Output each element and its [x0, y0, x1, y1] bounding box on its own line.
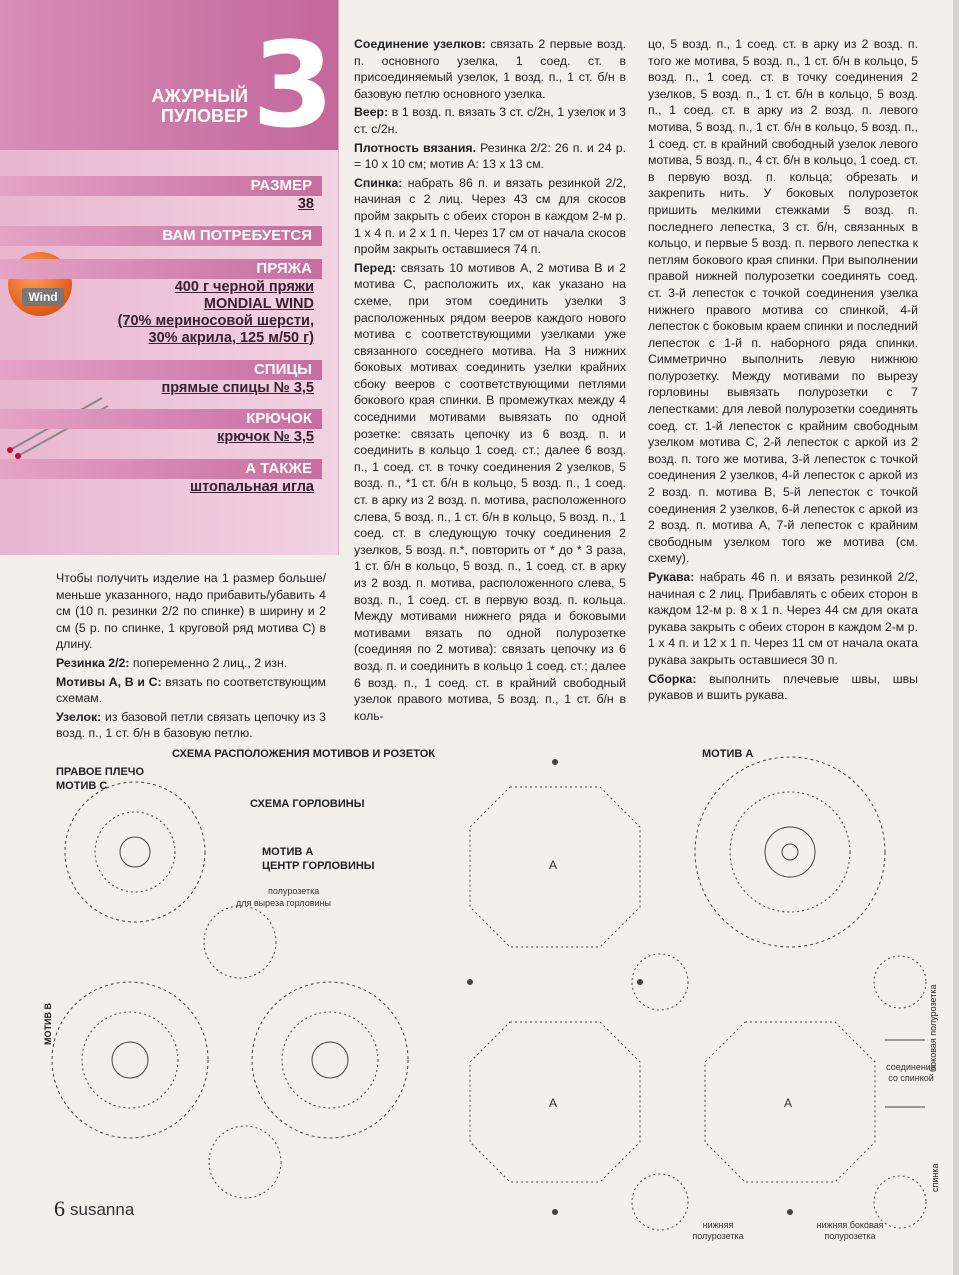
size-value: 38 [297, 196, 314, 212]
motif-a-center-label: МОТИВ А [262, 846, 314, 858]
size-label: РАЗМЕР [0, 176, 322, 196]
neck-scheme-label: СХЕМА ГОРЛОВИНЫ [250, 798, 365, 810]
page-title: АЖУРНЫЙ ПУЛОВЕР [151, 86, 248, 126]
hook-label: КРЮЧОК [0, 409, 322, 429]
hook-value: крючок № 3,5 [217, 429, 314, 445]
assembly-paragraph: Сборка: выполнить плечевые швы, швы рукавов и вшить рукава. [648, 671, 918, 703]
also-value: штопальная игла [190, 479, 314, 495]
also-label: А ТАКЖЕ [0, 459, 322, 479]
right-shoulder-label: ПРАВОЕ ПЛЕЧО [56, 766, 145, 778]
motifs-paragraph: Мотивы А, В и С: вязать по соответствующим схемам. [56, 674, 326, 706]
materials-sidebar [0, 0, 339, 555]
motif-a-label: МОТИВ А [702, 748, 754, 760]
back-paragraph: Спинка: набрать 86 п. и вязать резинкой 2/2, начиная с 2 лиц. Через 43 см для скосов пройм закрыть с обеих сторон в каждом 2-м р. 1 х 4 п. и 2 х 1 п. Через 17 см от начала скосов пройм закрыть оставшиеся 74 п. [354, 175, 627, 257]
for-neck-label: для выреза горловины [236, 898, 331, 908]
half-rosette-label: полурозетка [268, 886, 320, 896]
need-label: ВАМ ПОТРЕБУЕТСЯ [0, 226, 322, 246]
joining-paragraph: Соединение узелков: связать 2 первые возд. п. основного узелка, 1 соед. ст. в присоединяемый узелок, 1 возд. п., 1 ст. б/н в базовую петлю основного узелка. [354, 37, 626, 101]
header-block [0, 0, 338, 154]
lower-half-rosette-label: нижняя полурозетка [692, 1220, 744, 1241]
cell-a-bottom-left: А [549, 1096, 558, 1110]
text-column-1 [56, 570, 326, 744]
back-label: спинка [930, 1163, 940, 1192]
cell-a-top: А [549, 858, 558, 872]
brand-name: susanna [70, 1200, 135, 1219]
needles-value: прямые спицы № 3,5 [161, 380, 314, 396]
needles-label: СПИЦЫ [0, 360, 322, 380]
text-column-2 [354, 36, 626, 726]
lower-side-half-rosette-label: нижняя боковая полурозетка [816, 1220, 884, 1241]
page-edge [953, 0, 959, 1275]
pattern-number: 3 [252, 16, 335, 154]
motif-b-label: МОТИВ В [43, 1003, 53, 1045]
intro-text: Чтобы получить изделие на 1 размер больше/меньше указанного, надо прибавить/убавить 4 см (10 п. резинки 2/2 по спинке) в ширину и 2 см (5 р. по спинке, 1 круговой ряд мотива С) в длину. [56, 571, 326, 652]
yarn-value: 400 г черной пряжи MONDIAL WIND (70% мериносовой шерсти, 30% акрила, 125 м/50 г) [117, 279, 314, 346]
diagram-title: СХЕМА РАСПОЛОЖЕНИЯ МОТИВОВ И РОЗЕТОК [172, 748, 435, 760]
motif-c-label: МОТИВ С [56, 780, 108, 792]
sleeves-paragraph: Рукава: набрать 46 п. и вязать резинкой 2/2, начиная с 2 лиц. Прибавлять с обеих сторон в каждом 12-м р. 8 х 1 п. Через 44 см для оката рукава закрыть с обеих сторон в каждом 2-м р. 1 х 4 п. и 12 х 1 п. Через 11 см от начала оката рукава закрыть оставшиеся 30 п. [648, 570, 918, 667]
crochet-diagram [0, 742, 959, 1275]
text-column-3 [648, 36, 918, 706]
neck-center-label: ЦЕНТР ГОРЛОВИНЫ [262, 860, 375, 872]
front-paragraph: Перед: связать 10 мотивов А, 2 мотива В и 2 мотива С, расположить их, как указано на схеме, при этом соединить узелки 3 расположенных рядом вееров каждого нового мотива с соответствующими узелками уже связанного соседнего мотива. На 3 нижних боковых мотивах соединить узелки крайних сбоку вееров с соответствующими петлями бокового края спинки. В промежутках между 4 соседними мотивами вывязать по одной розетке: связать цепочку из 6 возд. п. и соединить в кольцо 1 соед. ст.; далее 6 возд. п., 1 соед. ст. в точку соединения 2 узелков, 5 возд. п., *1 ст. б/н в кольцо, 5 возд. п., 1 соед. ст. в арку из 2 возд. п. мотива, расположенного слева, 5 возд. п., 1 ст. б/н в кольцо, 5 возд. п., 1 соед. ст. в следующую точку соединения 2 узелков, 5 возд. п.*, повторить от * до * 3 раза, 1 ст. б/н в кольцо, 5 возд. п., 1 соед. ст. в арку из 2 возд. п. мотива, расположенного слева, 5 возд. п., 1 соед. ст. в первую возд. п. кольца. Между мотивами нижнего ряда и боковыми мотивами вязать по одной полурозетке (соединяя по 2 мотива): связать цепочку из 6 возд. п. и соединить в кольцо 1 соед. ст.; далее 6 возд. п., 1 соед. ст. в крайний свободный узелок правого мотива, 5 возд. п., 1 ст. б/н в коль- [354, 260, 626, 723]
side-half-rosette-label: боковая полурозетка [928, 984, 938, 1072]
knot-paragraph: Узелок: из базовой петли связать цепочку из 3 возд. п., 1 ст. б/н в базовую петлю. [56, 709, 326, 741]
rib-paragraph: Резинка 2/2: попеременно 2 лиц., 2 изн. [56, 655, 288, 670]
fan-paragraph: Веер: в 1 возд. п. вязать 3 ст. с/2н, 1 узелок и 3 ст. с/2н. [354, 105, 627, 136]
page-number: 6 [54, 1196, 65, 1221]
yarn-brand-label: Wind [22, 288, 64, 306]
crochet-chart-graphic [0, 742, 959, 1275]
gauge-paragraph: Плотность вязания. Резинка 2/2: 26 п. и 24 р. = 10 х 10 см; мотив А: 13 х 13 см. [354, 140, 626, 172]
joint-back-label: соединение со спинкой [886, 1062, 936, 1083]
continuation-paragraph: цо, 5 возд. п., 1 соед. ст. в арку из 2 возд. п. того же мотива, 5 возд. п., 1 ст. б/н в кольцо, 5 возд. п., 1 соед. ст. в точку соединения 2 узелков, 5 возд. п., 1 ст. б/н в кольцо, 5 возд. п., 1 соед. ст. в арку из 2 возд. п. левого мотива, 5 возд. п., 1 ст. б/н в кольцо, 5 возд. п., 1 соед. ст. в крайний свободный узелок левого мотива, 5 возд. п., 4 ст. б/н в кольцо, 1 соед. ст. в первую возд. п. кольца; обрезать и закрепить нить. У боковых полурозеток пришить мелкими стежками 5 возд. п. последнего лепестка, 3 ст. б/н, связанных в кольцо, и первые 5 возд. п. первого лепестка к петлям бокового края спинки. При выполнении правой нижней полурозетки соединять соед. ст. 3-й лепесток с точкой соединения узелка нижнего правого мотива со спинкой, 4-й лепесток с боковым краем спинки и последний лепесток с 1-й п. наборного ряда спинки. Симметрично выполнить левую нижнюю полурозетку. Между мотивами по вырезу горловины вывязать полурозетки с 7 лепестками: для левой полурозетки соединять соед. ст. 1-й лепесток с крайним свободным узелком мотива С, 2-й лепесток с аркой из 2 возд. п. того же мотива, 3-й лепесток с точкой соединения 2 узелков, 4-й лепесток с аркой из 2 возд. п. мотива В, 5-й лепесток с точкой соединения 2 узелков, 6-й лепесток с аркой из 2 возд. п. мотива А, 7-й лепесток с крайним свободным узелком того же мотива (см. схему). [648, 37, 918, 566]
yarn-label: ПРЯЖА [0, 259, 322, 279]
cell-a-bottom-right: А [784, 1096, 793, 1110]
